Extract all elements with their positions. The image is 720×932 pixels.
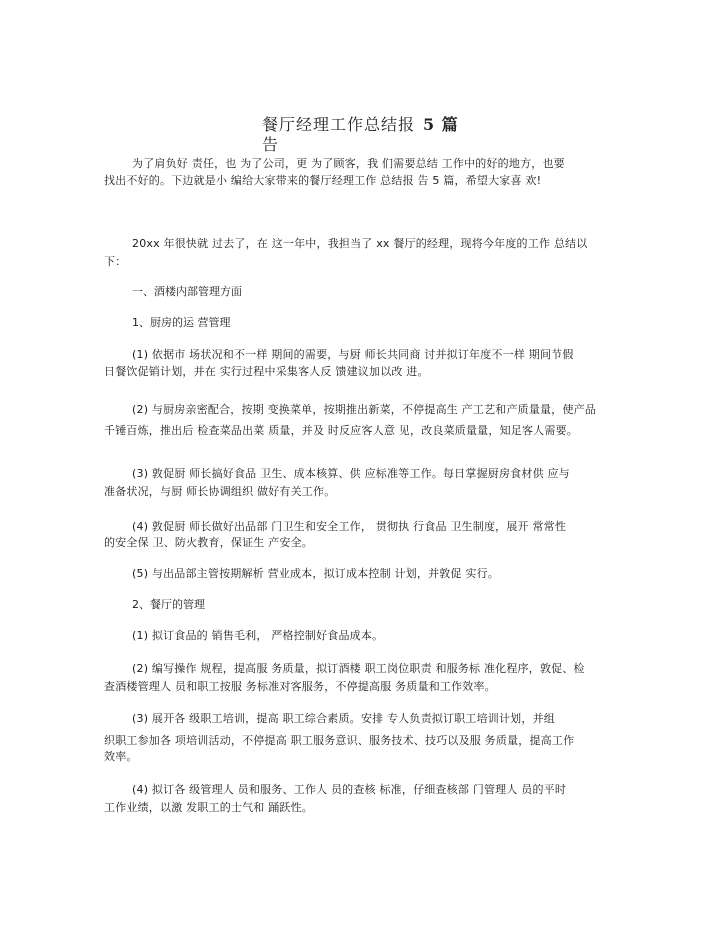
intro-line-2: 找出不好的。下边就是小 编给大家带来的餐厅经理工作 总结报 告 5 篇，希望大家喜 欢! — [104, 174, 542, 187]
s1-item2-line2: 千锤百炼，推出后 检查菜品出菜 质量，并及 时反应客人意 见，改良菜质量量，知足客人需要。 — [104, 424, 578, 437]
s2-item1-line1: (1) 拟订食品的 销售毛利， 严格控制好食品成本。 — [132, 629, 384, 642]
s1-item2-line1: (2) 与厨房亲密配合，按期 变换菜单，按期推出新菜，不停提高生 产工艺和产质量量，使产品 — [132, 403, 597, 416]
section1-sub1: 1、厨房的运 营管理 — [132, 316, 231, 329]
s1-item4-line2: 的安全保 卫、防火教育，保证生 产安全。 — [104, 536, 313, 549]
s2-item3-line3: 效率。 — [104, 750, 138, 763]
s2-item2-line2: 查酒楼管理人 员和职工按服 务标准对客服务，不停提高服 务质量和工作效率。 — [104, 680, 496, 693]
section2-heading: 2、餐厅的管理 — [132, 598, 205, 611]
s1-item3-line1: (3) 敦促厨 师长搞好食品 卫生、成本核算、供 应标准等工作。每日掌握厨房食材供 应与 — [132, 467, 570, 480]
s1-item1-line2: 日餐饮促销计划，并在 实行过程中采集客人反 馈建议加以改 进。 — [104, 365, 429, 378]
title-wrap: 告 — [262, 135, 280, 154]
s2-item3-line1: (3) 展开各 级职工培训，提高 职工综合素质。安排 专人负责拟订职工培训计划，并组 — [132, 712, 555, 725]
opening-line-2: 下： — [104, 255, 127, 268]
opening-line-1: 20xx 年很快就 过去了，在 这一年中，我担当了 xx 餐厅的经理，现将今年度的工作 总结以 — [132, 237, 588, 250]
s2-item3-line2: 织职工参加各 项培训活动，不停提高 职工服务意识、服务技术、技巧以及服 务质量，提高工作 — [104, 734, 575, 747]
document-title — [262, 115, 482, 155]
title-main: 餐厅经理工作总结报 — [262, 115, 416, 134]
intro-line-1: 为了肩负好 责任，也 为了公司，更 为了顾客，我 们需要总结 工作中的好的地方，也要 — [132, 157, 565, 170]
s2-item2-line1: (2) 编写操作 规程，提高服 务质量，拟订酒楼 职工岗位职责 和服务标 准化程序，敦促、检 — [132, 662, 585, 675]
s1-item5-line1: (5) 与出品部主管按期解析 营业成本，拟订成本控制 计划，并敦促 实行。 — [132, 567, 499, 580]
s1-item3-line2: 准备状况，与厨 师长协调组织 做好有关工作。 — [104, 485, 336, 498]
s1-item4-line1: (4) 敦促厨 师长做好出品部 门卫生和安全工作， 贯彻执 行食品 卫生制度，展开 常常性 — [132, 520, 567, 533]
s1-item1-line1: (1) 依据市 场状况和不一样 期间的需要，与厨 师长共同商 讨并拟订年度不一样 期间节假 — [132, 348, 574, 361]
s2-item4-line1: (4) 拟订各 级管理人 员和服务、工作人 员的查核 标准，仔细查核部 门管理人 员的平时 — [132, 783, 567, 796]
title-count: 5 篇 — [423, 115, 459, 134]
section1-heading: 一、酒楼内部管理方面 — [132, 285, 242, 298]
s2-item4-line2: 工作业绩，以激 发职工的士气和 踊跃性。 — [104, 801, 313, 814]
